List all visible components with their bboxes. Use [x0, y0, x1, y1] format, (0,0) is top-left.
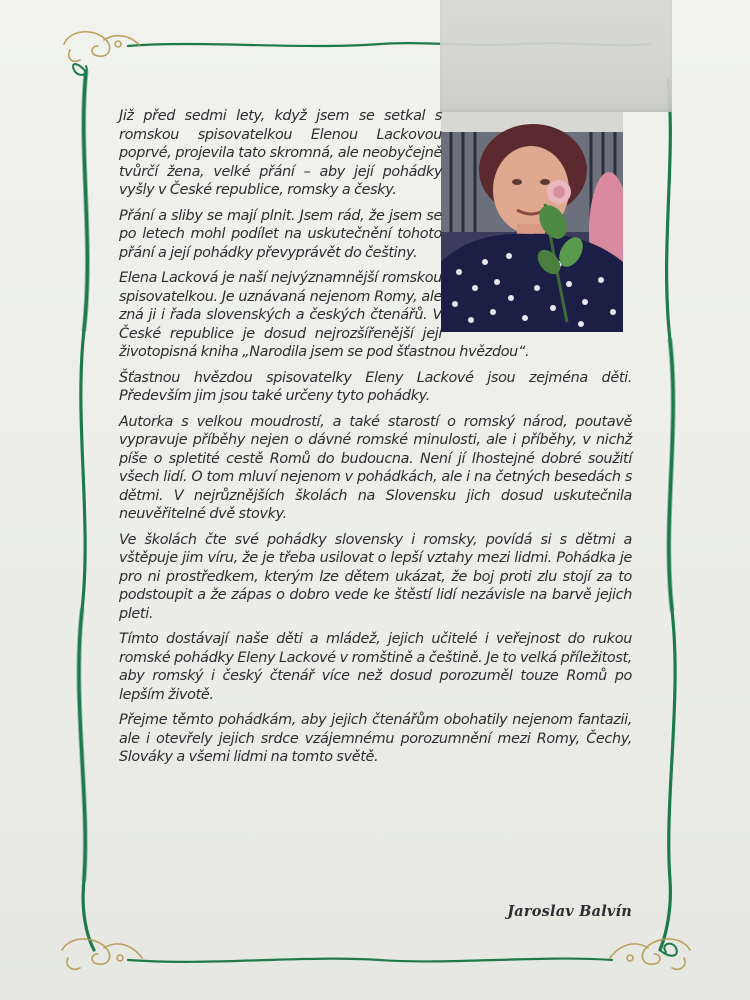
- paragraph: Přání a sliby se mají plnit. Jsem rád, že jsem se po letech mohl podílet na uskutečnění tohoto přání a její pohádky převyprávět do češtiny.: [119, 207, 442, 261]
- author-signature: Jaroslav Balvín: [507, 903, 632, 920]
- paragraph: Elena Lacková je naší nejvýznamnější romskou spisovatelkou. Je uznávaná nejenom Romy, ale zná ji i řada slovenských a českých čtenářů. V České republice je dosud nejrozšířenější její životopisná kniha „Narodila jsem se pod šťastnou hvězdou“.: [119, 270, 530, 360]
- photo-spacer: [442, 107, 632, 335]
- paragraph: Přejme těmto pohádkám, aby jejich čtenářům obohatily nejenom fantazii, ale i otevřely jejich srdce vzájemnému porozumnění mezi Romy, Čechy, Slováky a všemi lidmi na tomto světě.: [119, 712, 632, 765]
- paragraph: Již před sedmi lety, když jsem se setkal s romskou spisovatelkou Elenou Lackovou poprvé, projevila tato skromná, ale neobyčejně tvůrčí žena, velké přání – aby její pohádky vyšly v České republice, romsky a česky.: [119, 108, 442, 198]
- corner-ornament-bottom-right: [610, 939, 690, 969]
- foreword-text: [119, 107, 632, 774]
- adhesive-tape: [440, 0, 672, 112]
- paragraph: Ve školách čte své pohádky slovensky i romsky, povídá si s dětmi a vštěpuje jim víru, že je třeba usilovat o lepší vztahy mezi lidmi. Pohádka je pro ni prostředkem, kterým lze dětem ukázat, že boj proti zlu stojí za to podstoupit a že zápas o dobro vede ke štěstí lidí nezávisle na barvě jejich pleti.: [119, 531, 632, 622]
- paragraph: Šťastnou hvězdou spisovatelky Eleny Lackové jsou zejména děti. Především jim jsou také určeny tyto pohádky.: [119, 369, 632, 404]
- corner-ornament-bottom-left: [62, 939, 142, 969]
- bottom-rule: [128, 959, 612, 962]
- paragraph: Autorka s velkou moudrostí, a také starostí o romský národ, poutavě vypravuje příběhy nejen o dávné romské minulosti, ale i příběhy, v nichž píše o spletité cestě Romů do budoucna. Není jí lhostejné dobré soužití všech lidí. O tom mluví nejenom v pohádkách, ale i na četných besedách s dětmi. V nejrůznějších školách na Slovensku jich dosud uskutečnila neuvěřitelné dvě stovky.: [119, 413, 632, 522]
- paragraph: Tímto dostávají naše děti a mládež, jejich učitelé i veřejnost do rukou romské pohádky Eleny Lackové v romštině a češtině. Je to velká příležitost, aby romský i český čtenář více než dosud porozuměl touze Romů po lepším životě.: [119, 631, 632, 703]
